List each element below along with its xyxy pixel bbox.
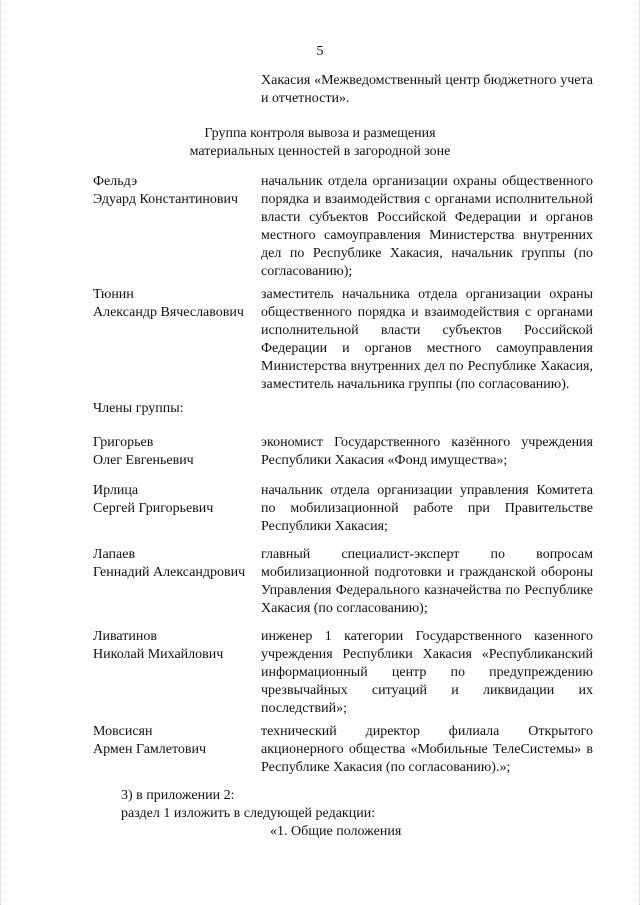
member-surname: Мовсисян	[93, 724, 153, 739]
member-position: инженер 1 категории Государственного казенного учреждения Республики Хакасия «Республиканский информационный центр по предупреждению чрезвычайных ситуаций и ликвидации их последствий»;	[261, 629, 593, 716]
amendment-item-3-line-2: раздел 1 изложить в следующей редакции:	[121, 806, 376, 821]
member-given-name: Геннадий Александрович	[93, 565, 246, 580]
member-given-name: Николай Михайлович	[93, 647, 224, 662]
member-name	[93, 286, 258, 322]
member-name	[93, 723, 258, 759]
member-surname: Ирлица	[93, 483, 139, 498]
amendment-item-3-line-1: 3) в приложении 2:	[121, 788, 235, 803]
amendment-item-3	[121, 787, 375, 823]
member-surname: Тюнин	[93, 287, 134, 302]
member-name	[93, 434, 258, 470]
member-position: заместитель начальника отдела организации охраны общественного порядка и взаимодействия с органами исполнительной власти субъектов Российской Федерации и органов местного самоуправления Министерства внутренних дел по Республике Хакасия, заместитель начальника группы (по согласованию).	[261, 287, 593, 392]
member-name	[93, 628, 258, 664]
member-position: технический директор филиала Открытого акционерного общества «Мобильные ТелеСистемы» в Республике Хакасия (по согласованию).»;	[261, 724, 593, 775]
continuation-text: Хакасия «Межведомственный центр бюджетного учета и отчетности».	[261, 73, 593, 106]
member-position: начальник отдела организации управления Комитета по мобилизационной работе при Правительстве Республики Хакасия;	[261, 483, 593, 534]
member-surname: Лапаев	[93, 547, 136, 562]
page-number: 5	[316, 44, 324, 59]
members-label: Члены группы:	[93, 401, 184, 416]
member-name	[93, 546, 258, 582]
member-name	[93, 482, 258, 518]
section-title: «1. Общие положения	[270, 824, 402, 839]
member-surname: Ливатинов	[93, 629, 157, 644]
group-heading-line-1: Группа контроля вывоза и размещения	[204, 126, 436, 141]
group-heading	[0, 125, 640, 161]
member-given-name: Александр Вячеславович	[93, 305, 244, 320]
member-name	[93, 173, 258, 209]
member-surname: Григорьев	[93, 435, 154, 450]
member-given-name: Олег Евгеньевич	[93, 453, 194, 468]
member-given-name: Эдуард Константинович	[93, 192, 239, 207]
member-position: экономист Государственного казённого учреждения Республики Хакасия «Фонд имущества»;	[261, 435, 593, 468]
group-heading-line-2: материальных ценностей в загородной зоне	[189, 144, 451, 159]
member-given-name: Армен Гамлетович	[93, 742, 207, 757]
member-position: начальник отдела организации охраны общественного порядка и взаимодействия с органами исполнительной власти субъектов Российской Федерации и органов местного самоуправления Министерства внутренних дел по Республике Хакасия, начальник группы (по согласованию);	[261, 174, 593, 279]
member-given-name: Сергей Григорьевич	[93, 501, 214, 516]
member-position: главный специалист-эксперт по вопросам мобилизационной подготовки и гражданской обороны Управления Федерального казначейства по Республике Хакасия (по согласованию);	[261, 547, 593, 616]
member-surname: Фельдэ	[93, 174, 138, 189]
